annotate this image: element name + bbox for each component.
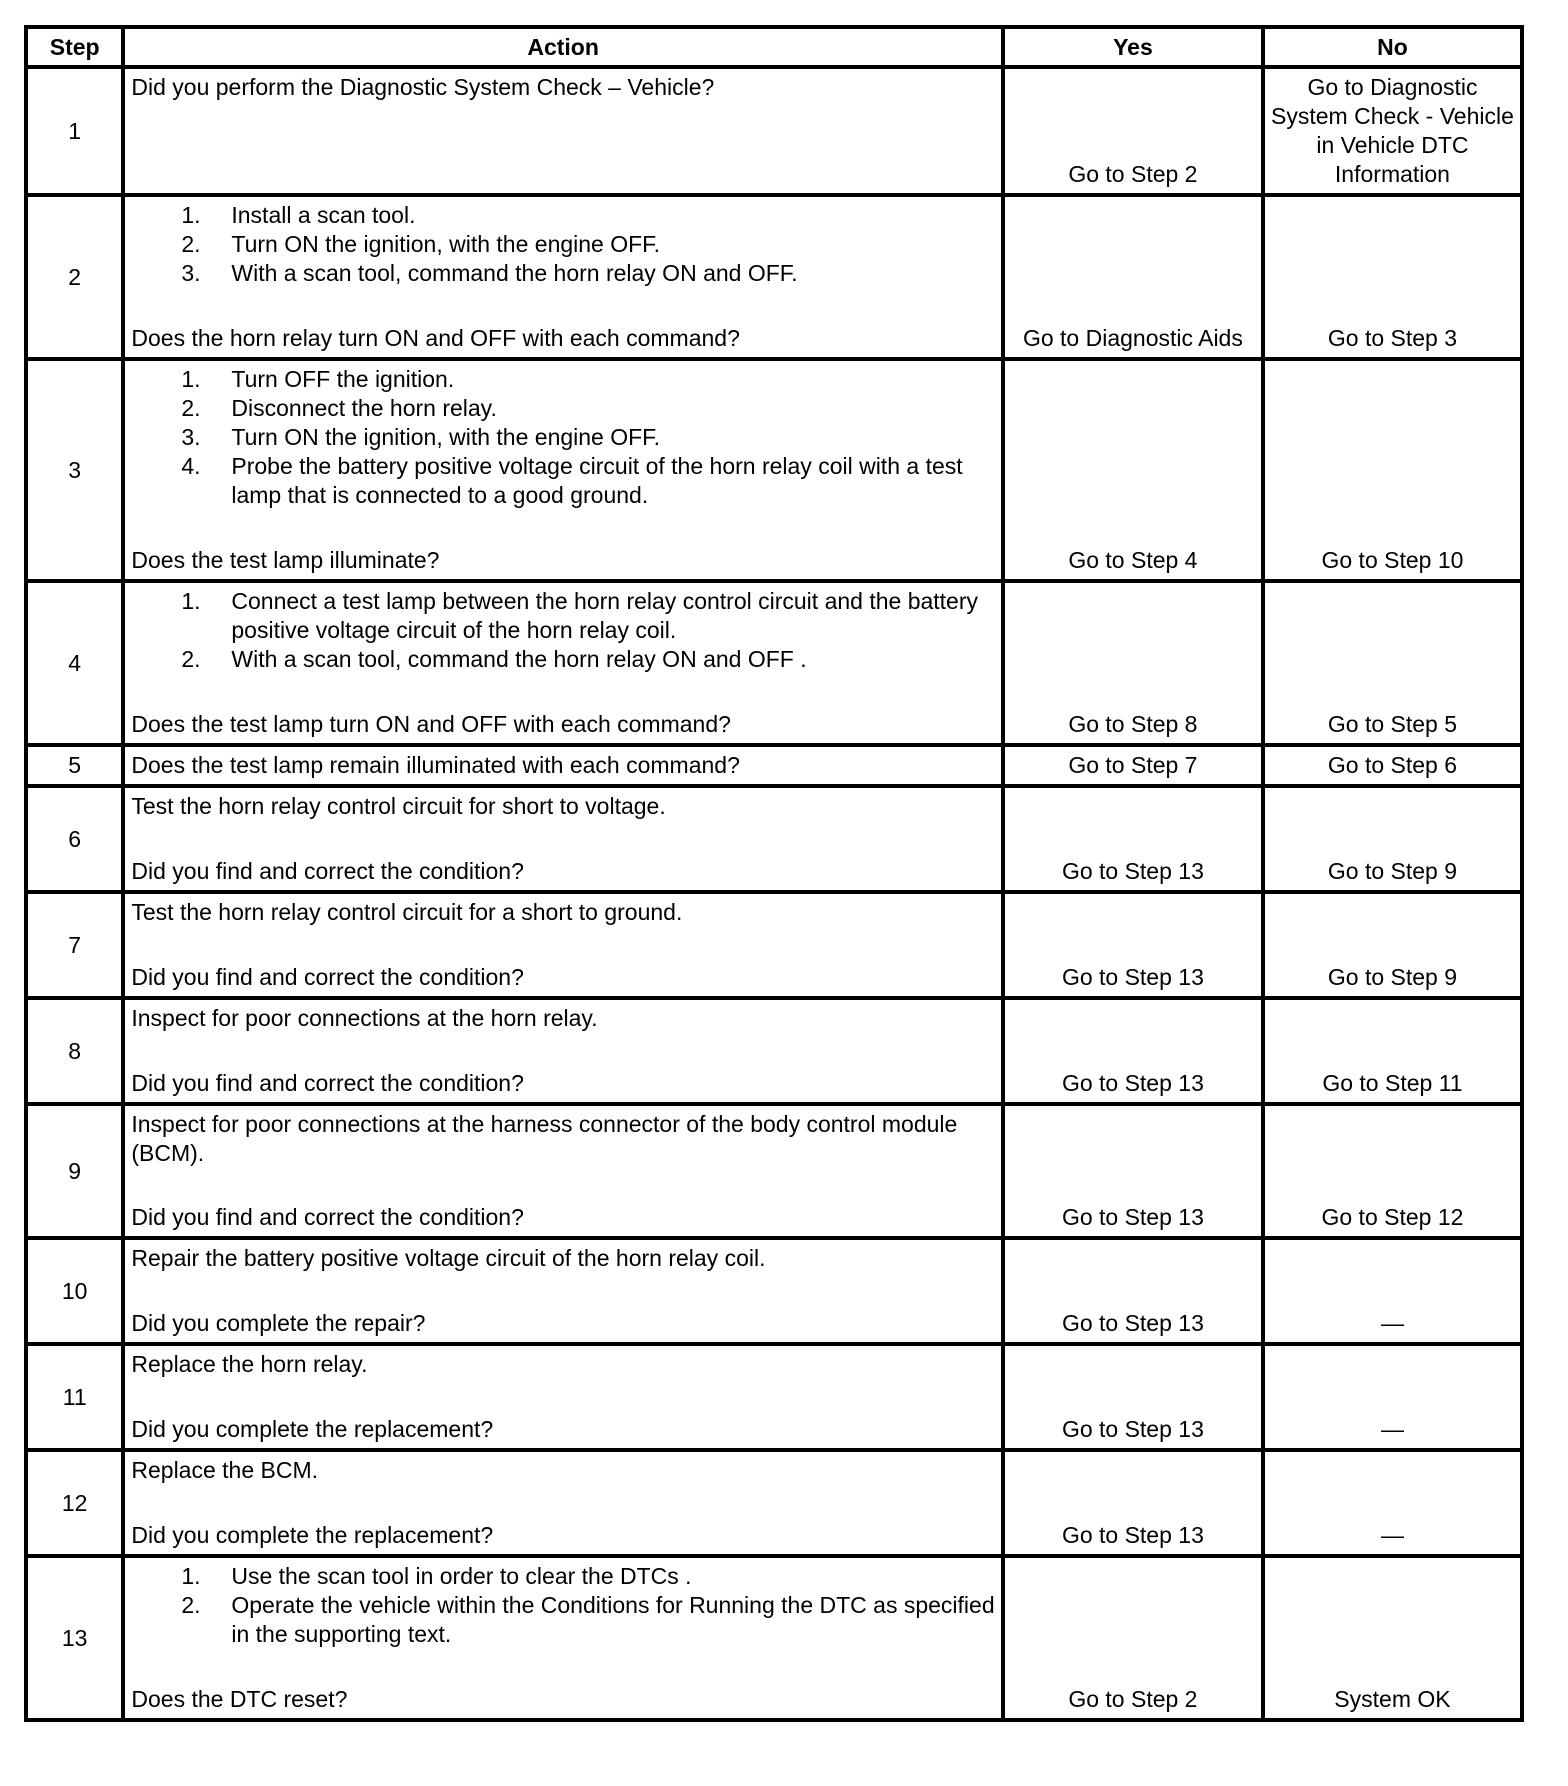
no-result-text: Go to Step 9 [1327,858,1458,884]
no-result-text: Go to Step 10 [1321,547,1464,573]
action-question: Does the test lamp illuminate? [131,547,440,573]
action-step-item [131,394,995,423]
no-result [1263,195,1522,359]
yes-result [1003,745,1263,786]
yes-result-text: Go to Diagnostic Aids [1022,325,1243,351]
action-step-number: 3. [181,260,201,286]
action-cell [123,359,1003,581]
no-result [1263,1450,1522,1556]
action-cell [123,1238,1003,1344]
yes-result-text: Go to Step 2 [1068,161,1198,187]
no-result [1263,786,1522,892]
action-question: Did you complete the replacement? [131,1522,494,1548]
action-intro: Did you perform the Diagnostic System Check – Vehicle? [131,74,715,100]
action-step-text: Install a scan tool. [231,202,416,228]
table-row [26,998,1522,1104]
action-cell [123,745,1003,786]
no-result-text: — [1380,1522,1404,1548]
no-result-text: Go to Step 5 [1327,711,1458,737]
no-result-text: Go to Diagnostic System Check - Vehicle in Vehicle DTC Information [1271,74,1514,187]
step-number: 1 [26,67,123,195]
action-cell [123,786,1003,892]
action-step-item [131,452,995,510]
step-number: 4 [26,581,123,745]
action-question: Did you find and correct the condition? [131,858,524,884]
action-step-item [131,645,995,674]
no-result [1263,1238,1522,1344]
header-row [26,27,1522,67]
action-question: Did you find and correct the condition? [131,964,524,990]
action-step-text: Turn ON the ignition, with the engine OFF. [231,424,661,450]
action-intro: Replace the horn relay. [131,1351,368,1377]
action-step-item [131,423,995,452]
yes-result [1003,1238,1263,1344]
action-question: Did you complete the replacement? [131,1416,494,1442]
action-step-number: 2. [181,395,201,421]
table-row [26,786,1522,892]
action-step-text: Turn OFF the ignition. [231,366,455,392]
yes-result-text: Go to Step 13 [1061,1204,1204,1230]
step-number: 9 [26,1104,123,1238]
action-step-item [131,365,995,394]
yes-result-text: Go to Step 13 [1061,858,1204,884]
no-result-text: — [1380,1416,1404,1442]
action-question: Did you find and correct the condition? [131,1070,524,1096]
no-result [1263,581,1522,745]
step-number: 8 [26,998,123,1104]
header-step: Step [26,27,123,67]
action-intro: Inspect for poor connections at the horn relay. [131,1005,598,1031]
no-result-text: Go to Step 12 [1321,1204,1464,1230]
step-number: 5 [26,745,123,786]
action-step-text: Turn ON the ignition, with the engine OFF. [231,231,661,257]
action-step-text: Probe the battery positive voltage circuit of the horn relay coil with a test lamp that is connected to a good ground. [231,453,963,508]
yes-result [1003,786,1263,892]
yes-result-text: Go to Step 13 [1061,1416,1204,1442]
no-result [1263,1556,1522,1720]
step-number: 6 [26,786,123,892]
no-result-text: Go to Step 11 [1322,1070,1463,1096]
yes-result-text: Go to Step 13 [1061,1310,1204,1336]
step-number: 3 [26,359,123,581]
action-cell [123,1104,1003,1238]
no-result [1263,1344,1522,1450]
yes-result [1003,67,1263,195]
action-cell [123,195,1003,359]
action-steps-list [131,365,995,510]
action-question: Does the DTC reset? [131,1686,348,1712]
action-step-number: 1. [181,588,201,614]
no-result-text: — [1380,1310,1404,1336]
no-result [1263,1104,1522,1238]
action-intro: Test the horn relay control circuit for short to voltage. [131,793,666,819]
table-row [26,892,1522,998]
table-row [26,1450,1522,1556]
action-intro: Replace the BCM. [131,1457,319,1483]
action-step-item [131,587,995,645]
action-step-item [131,1562,995,1591]
table-row [26,745,1522,786]
table-row [26,581,1522,745]
table-row [26,67,1522,195]
yes-result-text: Go to Step 8 [1068,711,1198,737]
action-question: Does the horn relay turn ON and OFF with each command? [131,325,740,351]
no-result-text: System OK [1334,1686,1451,1712]
yes-result-text: Go to Step 13 [1061,1522,1204,1548]
yes-result [1003,998,1263,1104]
action-cell [123,998,1003,1104]
action-cell [123,581,1003,745]
action-question: Does the test lamp turn ON and OFF with each command? [131,711,731,737]
yes-result [1003,1450,1263,1556]
yes-result [1003,892,1263,998]
step-number: 12 [26,1450,123,1556]
no-result [1263,892,1522,998]
action-cell [123,67,1003,195]
action-steps-list [131,587,995,674]
header-yes: Yes [1003,27,1263,67]
step-number: 11 [26,1344,123,1450]
no-result-text: Go to Step 6 [1327,752,1458,778]
header-no: No [1263,27,1522,67]
action-step-text: With a scan tool, command the horn relay ON and OFF . [231,646,807,672]
action-step-item [131,259,995,288]
action-step-item [131,1591,995,1649]
action-step-text: With a scan tool, command the horn relay ON and OFF. [231,260,798,286]
action-step-text: Connect a test lamp between the horn relay control circuit and the battery positive voltage circuit of the horn relay coil. [231,588,979,643]
action-step-number: 3. [181,424,201,450]
table-row [26,359,1522,581]
action-question: Does the test lamp remain illuminated with each command? [131,752,740,778]
yes-result-text: Go to Step 2 [1068,1686,1198,1712]
table-row [26,195,1522,359]
table-row [26,1104,1522,1238]
action-step-number: 2. [181,646,201,672]
action-step-number: 1. [181,366,201,392]
no-result [1263,359,1522,581]
action-cell [123,1450,1003,1556]
yes-result [1003,1104,1263,1238]
yes-result [1003,1344,1263,1450]
no-result [1263,745,1522,786]
action-intro: Inspect for poor connections at the harness connector of the body control module (BCM). [131,1111,958,1166]
action-step-number: 1. [181,202,201,228]
step-number: 7 [26,892,123,998]
diagnostic-table [24,25,1524,1722]
action-step-text: Disconnect the horn relay. [231,395,497,421]
yes-result-text: Go to Step 13 [1061,1070,1204,1096]
action-step-number: 4. [181,453,201,479]
no-result [1263,998,1522,1104]
action-intro: Test the horn relay control circuit for a short to ground. [131,899,683,925]
yes-result [1003,195,1263,359]
action-cell [123,1556,1003,1720]
action-step-item [131,230,995,259]
table-row [26,1556,1522,1720]
action-question: Did you find and correct the condition? [131,1204,524,1230]
step-number: 2 [26,195,123,359]
action-steps-list [131,201,995,288]
no-result [1263,67,1522,195]
action-step-text: Use the scan tool in order to clear the DTCs . [231,1563,692,1589]
yes-result [1003,359,1263,581]
yes-result-text: Go to Step 13 [1061,964,1204,990]
table-row [26,1238,1522,1344]
action-cell [123,892,1003,998]
action-step-item [131,201,995,230]
table-row [26,1344,1522,1450]
header-action: Action [123,27,1003,67]
yes-result [1003,581,1263,745]
action-step-number: 1. [181,1563,201,1589]
action-intro: Repair the battery positive voltage circuit of the horn relay coil. [131,1245,766,1271]
yes-result-text: Go to Step 4 [1068,547,1198,573]
step-number: 10 [26,1238,123,1344]
action-cell [123,1344,1003,1450]
action-steps-list [131,1562,995,1649]
action-step-number: 2. [181,1592,201,1618]
table-body [26,67,1522,1720]
action-step-text: Operate the vehicle within the Conditions for Running the DTC as specified in the supporting text. [231,1592,995,1647]
step-number: 13 [26,1556,123,1720]
yes-result-text: Go to Step 7 [1068,752,1198,778]
yes-result [1003,1556,1263,1720]
action-question: Did you complete the repair? [131,1310,426,1336]
action-step-number: 2. [181,231,201,257]
no-result-text: Go to Step 3 [1327,325,1458,351]
no-result-text: Go to Step 9 [1327,964,1458,990]
